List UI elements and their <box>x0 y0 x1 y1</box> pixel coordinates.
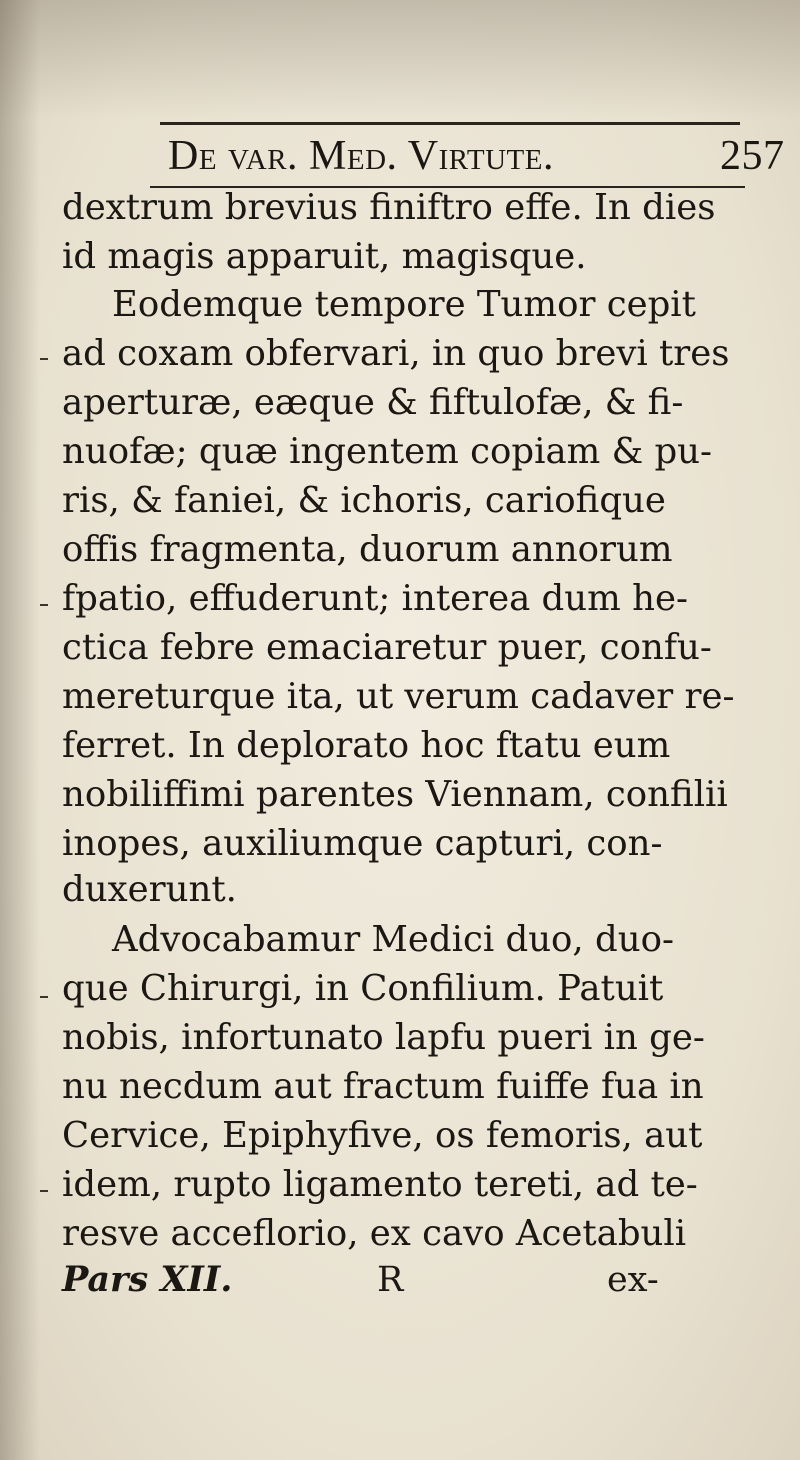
running-head-title: De var. Med. Virtute. <box>168 133 554 179</box>
text-line: ferret. In deplorato hoc ftatu eum <box>62 725 671 766</box>
signature-part: Pars XII. <box>62 1259 233 1300</box>
text-line: duxerunt. <box>62 869 237 910</box>
text-line: Eodemque tempore Tumor cepit <box>112 284 696 325</box>
text-line: ctica febre emaciaretur puer, confu- <box>62 627 712 668</box>
text-line: ris, & faniei, & ichoris, cariofique <box>62 480 666 521</box>
margin-mark <box>40 604 48 606</box>
text-line: dextrum brevius finiftro effe. In dies <box>62 187 716 228</box>
text-line: mereturque ita, ut verum cadaver re- <box>62 676 735 717</box>
page-number: 257 <box>720 133 785 179</box>
text-line: ad coxam obfervari, in quo brevi tres <box>62 333 730 374</box>
margin-mark <box>40 1190 48 1192</box>
text-line: nobis, infortunato lapfu pueri in ge- <box>62 1017 705 1058</box>
text-line: nobiliffimi parentes Viennam, confilii <box>62 774 728 815</box>
catchword: ex- <box>607 1260 659 1300</box>
text-line: nuofæ; quæ ingentem copiam & pu- <box>62 431 713 472</box>
text-line: aperturæ, eæque & fiftulofæ, & fi- <box>62 382 684 423</box>
signature-mark: R <box>377 1260 404 1300</box>
text-line: idem, rupto ligamento tereti, ad te- <box>62 1164 698 1205</box>
running-header <box>168 128 798 184</box>
text-line: que Chirurgi, in Confilium. Patuit <box>62 968 664 1009</box>
text-line: offis fragmenta, duorum annorum <box>62 529 673 570</box>
margin-mark <box>40 996 48 998</box>
text-line: id magis apparuit, magisque. <box>62 236 587 277</box>
text-line: fpatio, effuderunt; interea dum he- <box>62 578 688 619</box>
page-shadow-left <box>0 0 40 1460</box>
header-rule <box>160 122 740 125</box>
text-line: Cervice, Epiphyfive, os femoris, aut <box>62 1115 703 1156</box>
footer-line <box>62 1256 762 1304</box>
text-line: resve acceflorio, ex cavo Acetabuli <box>62 1213 687 1254</box>
text-line: nu necdum aut fractum fuiffe fua in <box>62 1066 704 1107</box>
text-line: inopes, auxiliumque capturi, con- <box>62 823 663 864</box>
page-shadow-top <box>0 0 800 120</box>
margin-mark <box>40 358 48 360</box>
text-line: Advocabamur Medici duo, duo- <box>112 919 674 960</box>
